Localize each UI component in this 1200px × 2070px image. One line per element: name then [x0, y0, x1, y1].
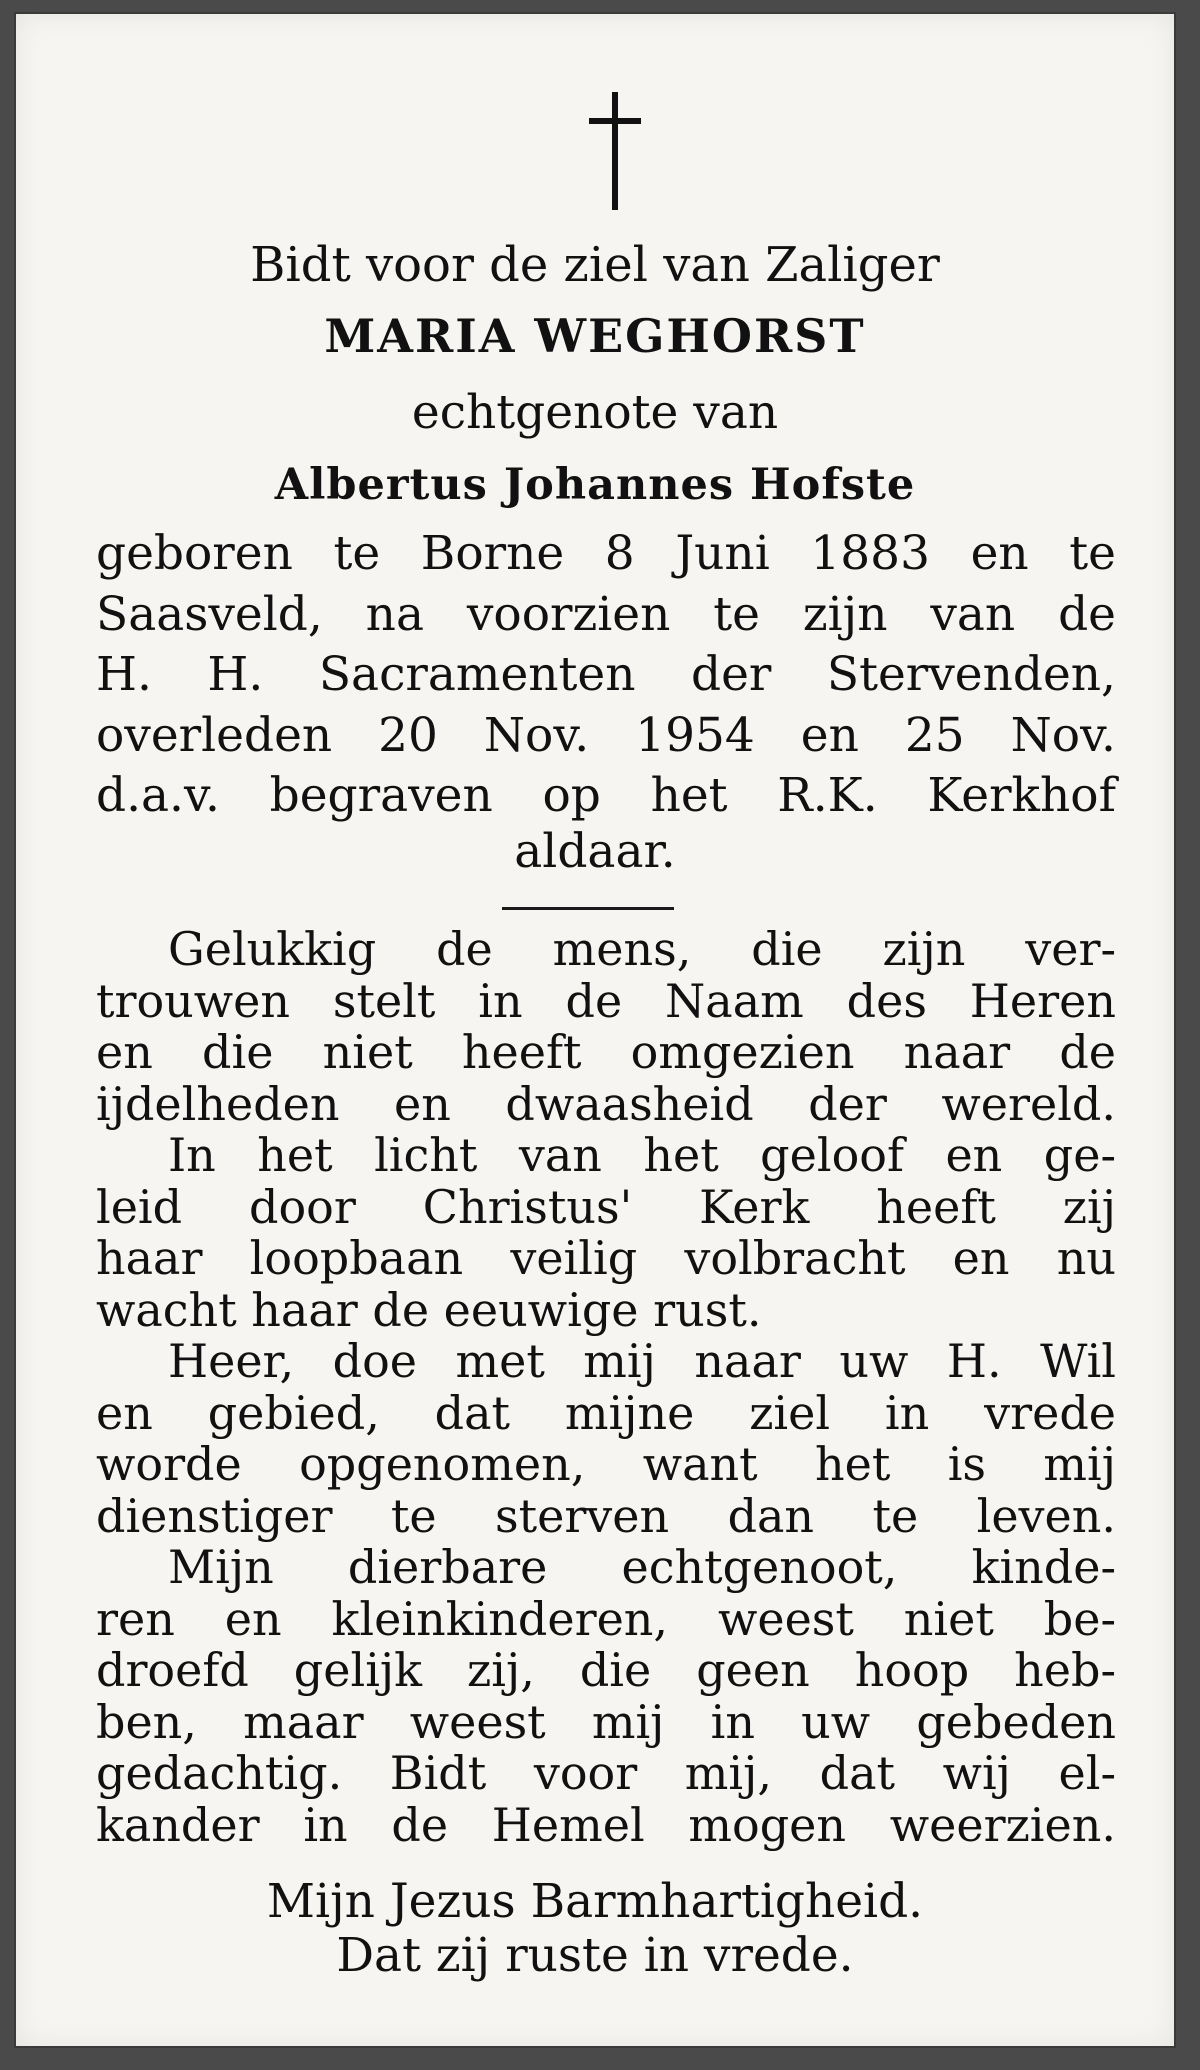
prayer-line: Mijn dierbare echtgenoot, kinde-: [168, 1540, 1116, 1594]
bio-line: Saasveld, na voorzien te zijn van de: [96, 586, 1116, 642]
memorial-card: [14, 12, 1176, 2048]
prayer-line: wacht haar de eeuwige rust.: [96, 1282, 762, 1337]
prayer-line: gedachtig. Bidt voor mij, dat wij el-: [96, 1746, 1116, 1800]
prayer-line: trouwen stelt in de Naam des Heren: [96, 973, 1116, 1028]
bio-line: geboren te Borne 8 Juni 1883 en te: [96, 526, 1116, 581]
prayer-line: In het licht van het geloof en ge-: [168, 1128, 1116, 1182]
prayer-line: Heer, doe met mij naar uw H. Wil: [168, 1334, 1116, 1388]
spouse-name: Albertus Johannes Hofste: [274, 460, 916, 510]
invocation-text: Bidt voor de ziel van Zaliger: [250, 237, 940, 293]
prayer-line: ijdelheden en dwaasheid der wereld.: [96, 1076, 1116, 1131]
prayer-paragraph: [96, 924, 1116, 1851]
prayer-line: en gebied, dat mijne ziel in vrede: [96, 1385, 1116, 1440]
closing-line-1: Mijn Jezus Barmhartigheid.: [266, 1874, 924, 1929]
prayer-line: ben, maar weest mij in uw gebeden: [96, 1694, 1116, 1749]
closing-line-2: Dat zij ruste in vrede.: [336, 1928, 854, 1983]
prayer-line: droefd gelijk zij, die geen hoop heb-: [96, 1643, 1116, 1697]
prayer-line: ren en kleinkinderen, weest niet be-: [96, 1591, 1116, 1646]
cross-icon: [589, 92, 641, 212]
bio-line: overleden 20 Nov. 1954 en 25 Nov.: [96, 707, 1116, 763]
bio-line: d.a.v. begraven op het R.K. Kerkhof: [96, 768, 1116, 823]
bio-line: H. H. Sacramenten der Stervenden,: [96, 647, 1116, 702]
prayer-line: en die niet heeft omgezien naar de: [96, 1025, 1116, 1079]
prayer-line: kander in de Hemel mogen weerzien.: [96, 1797, 1116, 1852]
divider-rule: [502, 907, 674, 910]
prayer-line: dienstiger te sterven dan te leven.: [96, 1488, 1116, 1543]
biography-paragraph: [96, 524, 1116, 827]
bio-last-line: aldaar.: [514, 824, 676, 879]
prayer-line: leid door Christus' Kerk heeft zij: [96, 1179, 1116, 1234]
prayer-line: haar loopbaan veilig volbracht en nu: [96, 1231, 1116, 1285]
prayer-line: worde opgenomen, want het is mij: [96, 1437, 1116, 1491]
spouse-label: echtgenote van: [411, 385, 779, 440]
prayer-line: Gelukkig de mens, die zijn ver-: [168, 922, 1116, 976]
deceased-name: MARIA WEGHORST: [324, 309, 866, 363]
